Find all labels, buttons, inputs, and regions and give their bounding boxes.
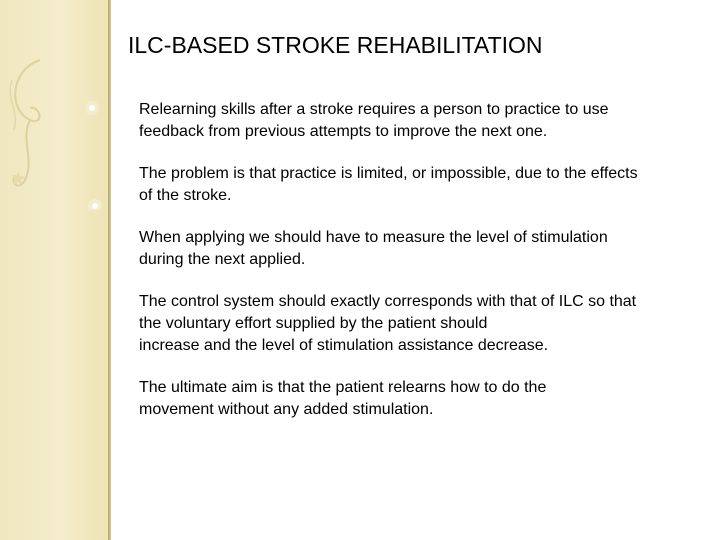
paragraph-practice-limited: The problem is that practice is limited, or impossible, due to the effects of the stroke. [139, 165, 638, 204]
slide-body [139, 99, 709, 441]
swirl-ornament-icon [0, 50, 105, 210]
paragraph-ultimate-aim: The ultimate aim is that the patient relearns how to do the movement without any added stimulation. [139, 379, 547, 418]
slide-title: ILC-BASED STROKE REHABILITATION [128, 32, 543, 58]
paragraph-measure-stimulation: When applying we should have to measure the level of stimulation during the next applied. [139, 229, 608, 268]
side-panel-divider [108, 0, 111, 540]
paragraph-relearning-skills: Relearning skills after a stroke requires a person to practice to use feedback from previous attempts to improve the next one. [139, 101, 609, 140]
paragraph-control-system: The control system should exactly corresponds with that of ILC so that the voluntary effort supplied by the patient should increase and the level of stimulation assistance decrease. [139, 293, 637, 354]
